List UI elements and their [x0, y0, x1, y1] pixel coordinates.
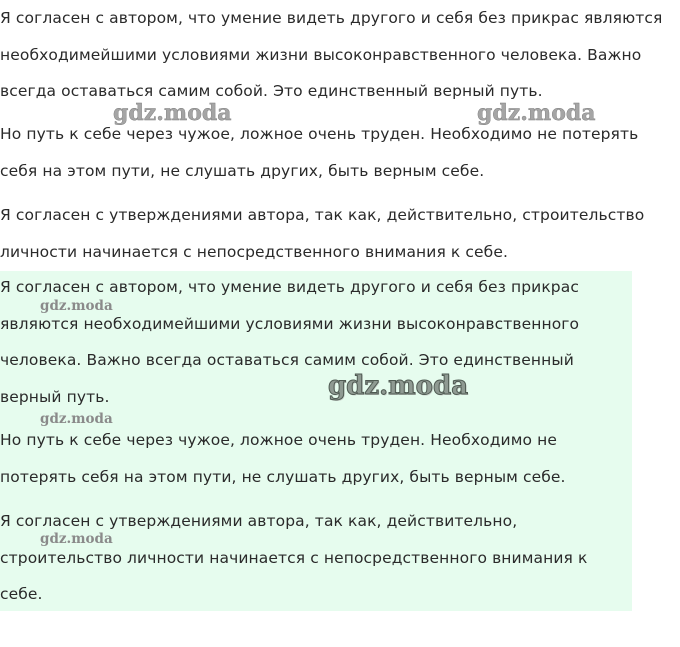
text-line: Но путь к себе через чужое, ложное очень труден. Необходимо не: [0, 431, 557, 449]
watermark-logo: gdz.moda: [477, 100, 596, 126]
text-line: человека. Важно всегда оставаться самим собой. Это единственный: [0, 351, 574, 369]
paragraph-3: [0, 197, 644, 270]
paragraph-1: [0, 0, 662, 110]
text-line: всегда оставаться самим собой. Это единственный верный путь.: [0, 82, 543, 100]
highlighted-paragraph-2: [0, 422, 566, 495]
watermark-logo: gdz.moda: [113, 100, 232, 126]
text-line: себе.: [0, 585, 43, 603]
highlighted-paragraph-3: [0, 503, 587, 613]
paragraph-2: [0, 116, 638, 189]
text-line: Я согласен с автором, что умение видеть другого и себя без прикрас: [0, 278, 579, 296]
text-line: потерять себя на этом пути, не слушать других, быть верным себе.: [0, 467, 566, 486]
text-line: строительство личности начинается с непосредственного внимания к: [0, 548, 588, 567]
text-line: себя на этом пути, не слушать других, быть верным себе.: [0, 161, 485, 180]
text-line: Я согласен с утверждениями автора, так как, действительно,: [0, 512, 518, 530]
text-line: необходимейшими условиями жизни высоконравственного человека. Важно: [0, 45, 642, 64]
watermark-logo: gdz.moda: [40, 298, 113, 314]
text-line: личности начинается с непосредственного внимания к себе.: [0, 242, 508, 261]
watermark-logo: gdz.moda: [40, 411, 113, 427]
watermark-logo: gdz.moda: [40, 531, 113, 547]
text-line: верный путь.: [0, 387, 110, 406]
highlighted-paragraph-1: [0, 269, 579, 415]
watermark-logo: gdz.moda: [328, 371, 469, 401]
text-line: Я согласен с утверждениями автора, так как, действительно, строительство: [0, 206, 645, 224]
text-line: являются необходимейшими условиями жизни высоконравственного: [0, 314, 580, 333]
text-line: Но путь к себе через чужое, ложное очень труден. Необходимо не потерять: [0, 125, 639, 143]
text-line: Я согласен с автором, что умение видеть другого и себя без прикрас являются: [0, 9, 663, 27]
